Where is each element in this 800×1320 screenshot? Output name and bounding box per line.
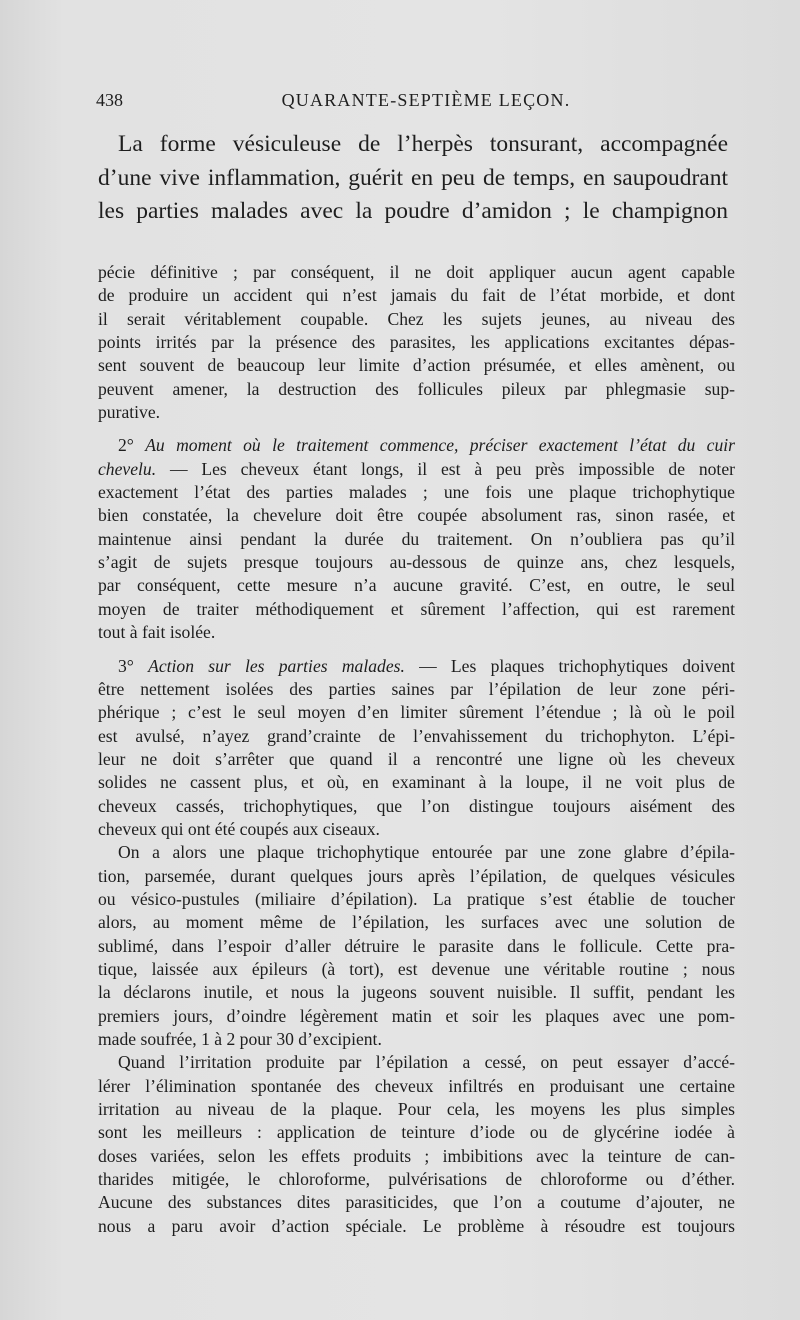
text-line — [98, 655, 735, 678]
text-line: sont les meilleurs : application de teinture d’iode ou de glycérine iodée à — [98, 1122, 735, 1143]
text-line: La forme vésiculeuse de l’herpès tonsurant, accompagnée — [118, 131, 728, 157]
text-line: purative. — [98, 402, 161, 423]
paragraph — [98, 434, 735, 644]
text-line: bien constatée, la chevelure doit être coupée absolument ras, sinon rasée, et — [98, 505, 735, 526]
paragraph — [98, 655, 735, 842]
text-line: est avulsé, n’ayez grand’crainte de l’envahissement du trichophyton. L’épi- — [98, 725, 735, 746]
text-segment: 2° — [118, 435, 146, 456]
text-line: la déclarons inutile, et nous la jugeons souvent nuisible. Il suffit, pendant les — [98, 982, 735, 1003]
text-line: nous a paru avoir d’action spéciale. Le problème à résoudre est toujours — [98, 1215, 735, 1236]
text-line: d’une vive inflammation, guérit en peu de temps, en saupoudrant — [98, 164, 728, 191]
italic-heading-text: chevelu. — [98, 458, 157, 479]
text-line: être nettement isolées des parties saines par l’épilation de leur zone péri- — [98, 678, 735, 699]
text-line: On a alors une plaque trichophytique entourée par une zone glabre d’épila- — [118, 842, 735, 863]
text-line — [98, 434, 735, 457]
text-line: maintenue ainsi pendant la durée du traitement. On n’oubliera pas qu’il — [98, 528, 735, 549]
text-line: irritation au niveau de la plaque. Pour cela, les moyens les plus simples — [98, 1099, 735, 1120]
text-line: Aucune des substances dites parasiticides, que l’on a coutume d’ajouter, ne — [98, 1192, 735, 1213]
text-line: peuvent amener, la destruction des follicules pileux par phlegmasie sup- — [98, 378, 735, 399]
text-line: tout à fait isolée. — [98, 622, 216, 643]
text-line: ou vésico-pustules (miliaire d’épilation). La pratique s’est établie de toucher — [98, 888, 735, 909]
text-line: solides ne cassent plus, et où, en examinant à la loupe, il ne voit plus de — [98, 772, 735, 793]
text-line: Quand l’irritation produite par l’épilation a cessé, on peut essayer d’accé- — [118, 1052, 735, 1073]
text-line: exactement l’état des parties malades ; une fois une plaque trichophytique — [98, 482, 735, 503]
text-line: tion, parsemée, durant quelques jours après l’épilation, de quelques vésicules — [98, 865, 735, 886]
italic-heading-text: Action sur les parties malades. — [148, 655, 405, 676]
text-line: phérique ; c’est le seul moyen d’en limiter sûrement l’étendue ; là où le poil — [98, 702, 735, 723]
text-line: alors, au moment même de l’épilation, les surfaces avec une solution de — [98, 912, 735, 933]
text-line: tharides mitigée, le chloroforme, pulvérisations de chloroforme ou d’éther. — [98, 1169, 735, 1190]
text-line: cheveux qui ont été coupés aux ciseaux. — [98, 818, 380, 839]
text-line: made soufrée, 1 à 2 pour 30 d’excipient. — [98, 1029, 382, 1049]
text-line: s’agit de sujets presque toujours au-dessous de quinze ans, chez lesquels, — [98, 552, 735, 573]
text-line — [98, 458, 735, 481]
text-line: il serait véritablement coupable. Chez les sujets jeunes, au niveau des — [98, 308, 735, 329]
paragraph — [98, 261, 735, 424]
text-line: sublimé, dans l’espoir d’aller détruire le parasite dans le follicule. Cette pra- — [98, 935, 735, 956]
text-line: premiers jours, d’oindre légèrement matin et soir les plaques avec une pom- — [98, 1005, 735, 1026]
text-segment: 3° — [118, 655, 149, 676]
body-text — [98, 261, 735, 1238]
text-line: de produire un accident qui n’est jamais du fait de l’état morbide, et dont — [98, 285, 735, 306]
text-line: points irrités par la présence des parasites, les applications excitantes dépas- — [98, 332, 735, 353]
text-line: moyen de traiter méthodiquement et sûrement l’affection, qui est rarement — [98, 598, 735, 619]
text-line: leur ne doit s’arrêter que quand il a rencontré une ligne où les cheveux — [98, 748, 735, 769]
text-line: les parties malades avec la poudre d’amidon ; le champignon — [98, 198, 728, 224]
running-title: QUARANTE-SEPTIÈME LEÇON. — [281, 90, 571, 110]
text-line: pécie définitive ; par conséquent, il ne doit appliquer aucun agent capable — [98, 262, 735, 282]
text-line: cheveux cassés, trichophytiques, que l’on distingue toujours aisément des — [98, 795, 735, 816]
paragraph — [98, 1051, 735, 1238]
lead-paragraph — [98, 128, 728, 229]
text-line: par conséquent, cette mesure n’a aucune gravité. C’est, en outre, le seul — [98, 575, 735, 596]
text-line: lérer l’élimination spontanée des cheveux infiltrés en produisant une certaine — [98, 1075, 735, 1096]
page-header — [96, 90, 736, 114]
text-line: tique, laissée aux épileurs (à tort), est devenue une véritable routine ; nous — [98, 958, 735, 979]
text-segment: — Les plaques trichophytiques doivent — [404, 655, 735, 676]
italic-heading-text: Au moment où le traitement commence, préciser exactement l’état du cuir — [145, 435, 735, 456]
text-line: sent souvent de beaucoup leur limite d’action présumée, et elles amènent, ou — [98, 355, 735, 376]
page-number: 438 — [96, 90, 123, 110]
paragraph — [98, 841, 735, 1051]
text-segment: — Les cheveux étant longs, il est à peu près impossible de noter — [156, 458, 735, 479]
text-line: doses variées, selon les effets produits ; imbibitions avec la teinture de can- — [98, 1145, 735, 1166]
